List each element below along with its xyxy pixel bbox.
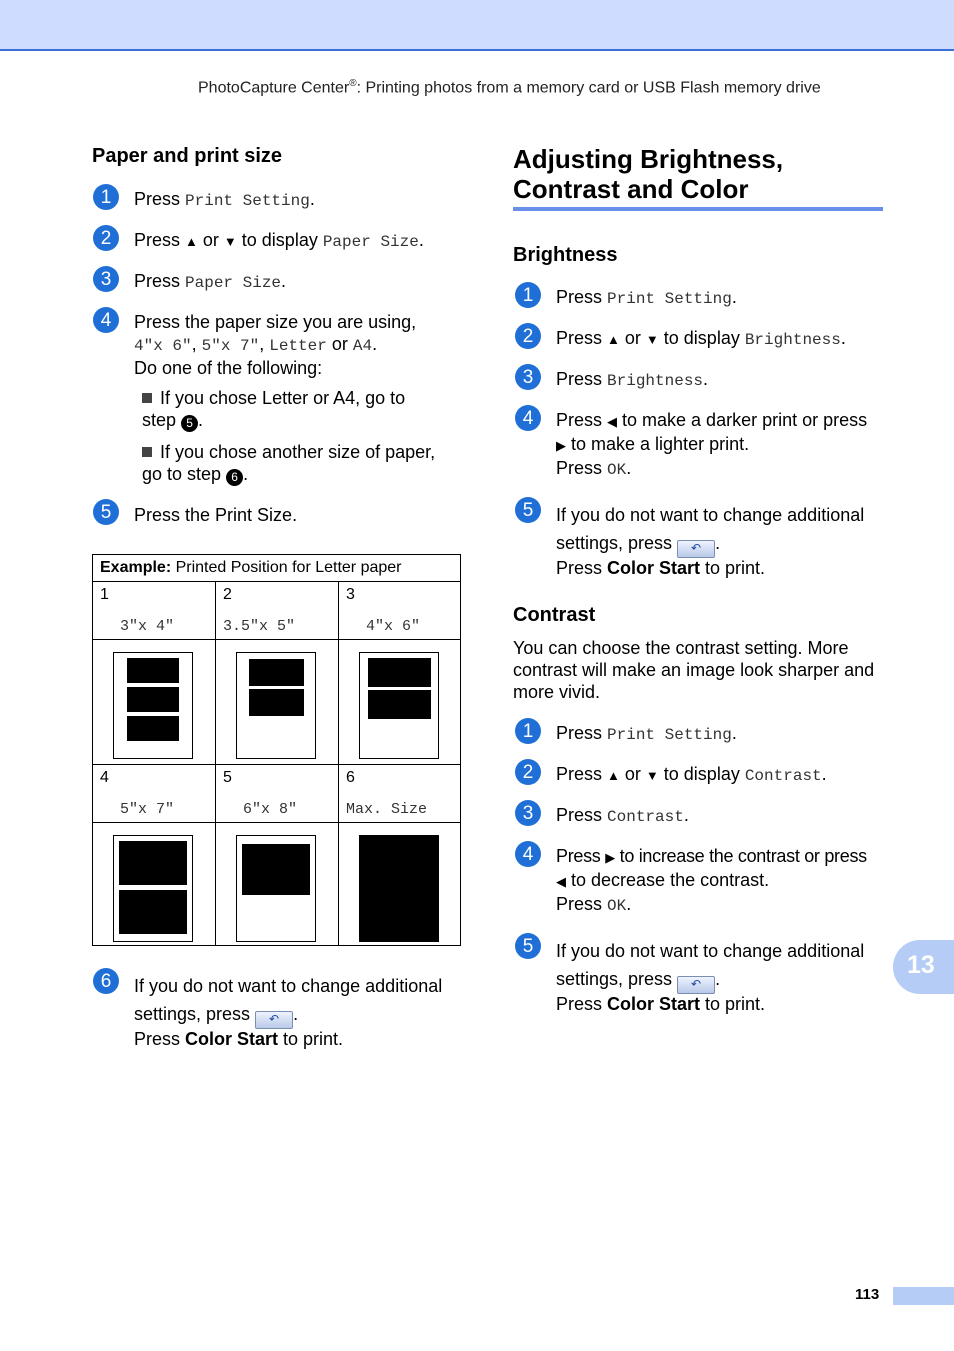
step-text: Press ▲ or ▼ to display Brightness. bbox=[556, 328, 846, 349]
step-text: Press ▶ to increase the contrast or press ◀ to decrease the contrast. Press OK. bbox=[556, 846, 867, 915]
bullet-item: If you chose Letter or A4, go to step 5 . bbox=[142, 388, 406, 430]
table-cell: 1 3"x 4" bbox=[93, 582, 216, 640]
photo-block bbox=[368, 690, 431, 719]
paper-diagram bbox=[359, 835, 439, 942]
step-number: 5 bbox=[515, 933, 541, 959]
step-number: 3 bbox=[515, 800, 541, 826]
step-text: If you do not want to change additional settings, press ↶ . Press Color Start to print. bbox=[134, 976, 443, 1049]
step-number: 4 bbox=[515, 405, 541, 431]
page-title: Adjusting Brightness, Contrast and Color bbox=[513, 144, 784, 204]
up-arrow-icon: ▲ bbox=[185, 234, 198, 249]
step-text: Press the paper size you are using, 4"x 6", 5"x 7", Letter or A4. Do one of the following: bbox=[134, 312, 417, 378]
photo-block bbox=[368, 658, 431, 687]
header-band bbox=[0, 0, 954, 51]
down-arrow-icon: ▼ bbox=[645, 332, 659, 347]
photo-block bbox=[242, 844, 310, 895]
section-heading-brightness: Brightness bbox=[513, 244, 618, 266]
step-text: Press Print Setting. bbox=[556, 723, 737, 744]
page-number: 113 bbox=[855, 1286, 880, 1303]
photo-block bbox=[249, 689, 304, 716]
photo-block bbox=[127, 687, 179, 712]
table-cell: 6 Max. Size bbox=[339, 765, 460, 823]
step-text: Press ▲ or ▼ to display Contrast. bbox=[556, 764, 827, 785]
step-number: 6 bbox=[93, 968, 119, 994]
table-cell: 3 4"x 6" bbox=[339, 582, 460, 640]
step-number: 5 bbox=[515, 497, 541, 523]
chapter-tab: 13 bbox=[893, 940, 954, 994]
section-heading-contrast: Contrast bbox=[513, 604, 596, 626]
running-head: PhotoCapture Center®: Printing photos from a memory card or USB Flash memory drive bbox=[198, 78, 821, 97]
table-cell bbox=[93, 823, 216, 945]
page-number-bar bbox=[893, 1287, 954, 1305]
paper-diagram bbox=[236, 835, 316, 942]
step-ref-icon: 6 bbox=[226, 469, 243, 486]
table-cell: 4 5"x 7" bbox=[93, 765, 216, 823]
step-number: 1 bbox=[515, 282, 541, 308]
photo-block bbox=[119, 841, 187, 885]
table-cell: 5 6"x 8" bbox=[216, 765, 339, 823]
step-ref-icon: 5 bbox=[181, 415, 198, 432]
photo-block bbox=[127, 658, 179, 683]
paper-diagram bbox=[113, 652, 193, 759]
paper-diagram bbox=[236, 652, 316, 759]
step-text: Press Print Setting. bbox=[556, 287, 737, 308]
example-table bbox=[92, 554, 461, 946]
bullet-item: If you chose another size of paper, go to step 6 . bbox=[142, 442, 436, 484]
right-arrow-icon: ▶ bbox=[556, 438, 566, 453]
step-text: Press Print Setting. bbox=[134, 189, 315, 210]
left-arrow-icon: ◀ bbox=[607, 414, 618, 429]
step-number: 1 bbox=[93, 184, 119, 210]
step-number: 1 bbox=[515, 718, 541, 744]
up-arrow-icon: ▲ bbox=[607, 332, 620, 347]
contrast-intro: You can choose the contrast setting. More contrast will make an image look sharper and more vivid. bbox=[513, 638, 875, 702]
photo-block bbox=[119, 890, 187, 934]
step-text: Press ▲ or ▼ to display Paper Size. bbox=[134, 230, 424, 251]
step-number: 2 bbox=[515, 759, 541, 785]
table-cell bbox=[93, 640, 216, 765]
step-text: Press Paper Size. bbox=[134, 271, 287, 292]
table-cell bbox=[339, 640, 460, 765]
paper-diagram bbox=[113, 835, 193, 942]
step-number: 2 bbox=[515, 323, 541, 349]
section-heading-paper-size: Paper and print size bbox=[92, 145, 283, 167]
table-cell bbox=[216, 823, 339, 945]
down-arrow-icon: ▼ bbox=[223, 234, 237, 249]
paper-diagram bbox=[359, 652, 439, 759]
step-text: Press the Print Size. bbox=[134, 505, 298, 525]
back-arrow-icon: ↶ bbox=[677, 976, 715, 994]
step-number: 4 bbox=[93, 307, 119, 333]
bullet-square-icon bbox=[142, 447, 152, 457]
step-text: Press Contrast. bbox=[556, 805, 689, 826]
right-arrow-icon: ▶ bbox=[605, 850, 615, 865]
bullet-square-icon bbox=[142, 393, 152, 403]
table-cell: 2 3.5"x 5" bbox=[216, 582, 339, 640]
back-arrow-icon: ↶ bbox=[677, 540, 715, 558]
table-cell bbox=[339, 823, 460, 945]
step-text: If you do not want to change additional settings, press ↶ . Press Color Start to print. bbox=[556, 505, 865, 578]
down-arrow-icon: ▼ bbox=[645, 768, 659, 783]
step-number: 4 bbox=[515, 841, 541, 867]
left-arrow-icon: ◀ bbox=[556, 874, 566, 889]
table-cell bbox=[216, 640, 339, 765]
title-underline bbox=[513, 207, 883, 211]
step-number: 5 bbox=[93, 499, 119, 525]
step-text: Press ◀ to make a darker print or press ▶ to make a lighter print. Press OK. bbox=[556, 410, 868, 479]
up-arrow-icon: ▲ bbox=[607, 768, 620, 783]
step-number: 3 bbox=[515, 364, 541, 390]
table-caption: Example: Printed Position for Letter paper bbox=[93, 555, 460, 582]
back-arrow-icon: ↶ bbox=[255, 1011, 293, 1029]
step-text: If you do not want to change additional settings, press ↶ . Press Color Start to print. bbox=[556, 941, 865, 1014]
photo-block bbox=[127, 716, 179, 741]
step-text: Press Brightness. bbox=[556, 369, 709, 390]
photo-block bbox=[249, 659, 304, 686]
step-number: 2 bbox=[93, 225, 119, 251]
step-number: 3 bbox=[93, 266, 119, 292]
